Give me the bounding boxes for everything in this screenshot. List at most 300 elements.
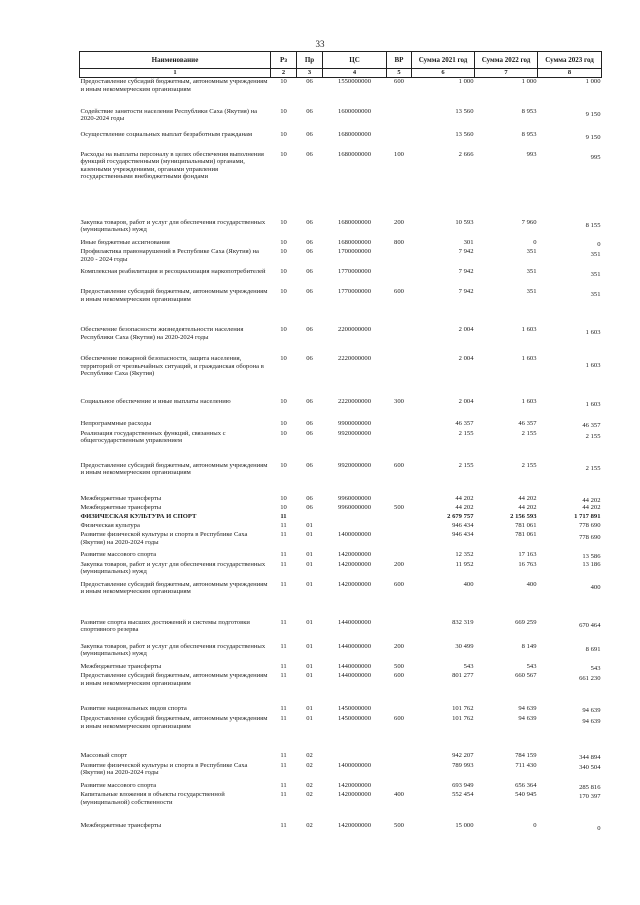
row-vr: [387, 531, 412, 551]
row-cs: 1400000000: [338, 531, 371, 539]
row-sum-2022: 8 953: [521, 130, 537, 138]
row-cs: 9960000000: [338, 504, 371, 512]
row-name: Предоставление субсидий бюджетным, автономным учреждениям и иным некоммерческим организациям: [80, 672, 268, 688]
row-vr: [387, 268, 412, 288]
row-cs: 1680000000: [338, 238, 371, 246]
row-sum-2021: 2 155: [458, 429, 474, 437]
row-vr: [387, 326, 412, 355]
row-cs: 1450000000: [338, 715, 371, 723]
row-vr: 200: [394, 560, 404, 568]
row-sum-2022: 44 202: [518, 504, 537, 512]
row-vr: 500: [394, 504, 404, 512]
row-pr: 01: [306, 551, 313, 559]
row-sum-2023: 351: [590, 271, 601, 279]
table-row: [80, 762, 602, 782]
column-number: 1: [80, 69, 271, 78]
row-sum-2021: 832 319: [452, 618, 474, 626]
row-vr: 500: [394, 662, 404, 670]
table-row: [80, 420, 602, 430]
row-sum-2022: 1 603: [521, 326, 537, 334]
row-rz: 10: [280, 78, 287, 85]
column-number: 4: [323, 69, 387, 78]
row-rz: 11: [280, 715, 287, 723]
row-sum-2021: 2 666: [458, 150, 474, 158]
row-sum-2023: 344 894: [579, 754, 601, 762]
row-name: Непрограммные расходы: [80, 420, 152, 428]
table-row: [80, 462, 602, 495]
budget-table: [79, 51, 602, 834]
row-name: Предоставление субсидий бюджетным, автономным учреждениям и иным некоммерческим организациям: [80, 715, 268, 730]
row-name: Межбюджетные трансферты: [80, 662, 162, 670]
row-rz: 11: [280, 662, 287, 670]
row-cs: 1420000000: [338, 781, 371, 789]
row-vr: 600: [394, 461, 404, 469]
row-vr: 600: [394, 715, 404, 723]
row-cs: 1400000000: [338, 761, 371, 769]
table-row: [80, 219, 602, 239]
row-sum-2021: 101 762: [452, 715, 474, 723]
row-sum-2023: 1 603: [585, 401, 601, 409]
row-rz: 10: [280, 268, 287, 276]
row-sum-2021: 1 000: [458, 78, 474, 85]
row-sum-2022: 660 567: [515, 672, 537, 680]
row-pr: 06: [306, 107, 313, 115]
table-row: [80, 239, 602, 249]
row-pr: 06: [306, 150, 313, 158]
row-vr: [387, 762, 412, 782]
row-pr: 02: [306, 752, 313, 760]
row-name: Предоставление субсидий бюджетным, автономным учреждениям и иным некоммерческим организациям: [80, 580, 268, 596]
row-pr: 06: [306, 504, 313, 512]
table-row: [80, 663, 602, 673]
row-vr: 400: [394, 791, 404, 799]
table-row: [80, 131, 602, 151]
row-name: Межбюджетные трансферты: [80, 494, 162, 502]
row-sum-2021: 30 499: [455, 642, 474, 650]
row-cs: 1700000000: [338, 248, 371, 256]
row-sum-2021: 543: [463, 662, 474, 670]
row-cs: 1680000000: [338, 130, 371, 138]
row-rz: 11: [280, 531, 287, 539]
row-pr: 06: [306, 268, 313, 276]
table-body: [80, 78, 602, 835]
table-row: [80, 248, 602, 268]
row-sum-2023: 0: [597, 825, 601, 833]
row-sum-2022: 1 000: [521, 78, 537, 85]
row-sum-2021: 552 454: [452, 791, 474, 799]
row-sum-2022: 351: [526, 268, 537, 276]
row-rz: 10: [280, 218, 287, 226]
row-name: Капитальные вложения в объекты государственной (муниципальной) собственности: [80, 791, 225, 806]
row-sum-2021: 693 949: [452, 781, 474, 789]
row-sum-2022: 17 163: [518, 551, 537, 559]
row-vr: [387, 705, 412, 715]
row-vr: 600: [394, 672, 404, 680]
row-sum-2023: 1 603: [585, 329, 601, 337]
row-sum-2022: 1 603: [521, 398, 537, 406]
row-sum-2022: 0: [533, 238, 537, 246]
row-sum-2023: 778 690: [579, 534, 601, 542]
row-sum-2023: 94 639: [582, 707, 601, 715]
row-name: Развитие национальных видов спорта: [80, 705, 187, 713]
header-sum-2021: Сумма 2021 год: [412, 52, 475, 69]
row-rz: 11: [280, 551, 287, 559]
row-sum-2021: 7 942: [458, 288, 474, 296]
row-sum-2022: 784 159: [515, 752, 537, 760]
row-pr: 06: [306, 248, 313, 256]
row-cs: 1770000000: [338, 268, 371, 276]
row-rz: 10: [280, 150, 287, 158]
row-sum-2021: 101 762: [452, 705, 474, 713]
row-vr: [387, 752, 412, 762]
row-sum-2022: 7 960: [521, 218, 537, 226]
row-name: Физическая культура: [80, 522, 140, 530]
row-cs: 1420000000: [338, 551, 371, 559]
table-row: [80, 561, 602, 581]
row-rz: 10: [280, 326, 287, 334]
row-sum-2021: 11 952: [455, 560, 474, 568]
table-row: [80, 782, 602, 792]
row-sum-2021: 789 993: [452, 761, 474, 769]
row-sum-2021: 946 434: [452, 522, 474, 530]
row-sum-2022: 44 202: [518, 494, 537, 502]
header-cs: ЦС: [323, 52, 387, 69]
row-name: Обеспечение безопасности жизнедеятельности населения Республики Саха (Якутия) на 2020-2024 годы: [80, 326, 244, 341]
row-sum-2023: 778 690: [579, 522, 601, 530]
row-cs: 2220000000: [338, 398, 371, 406]
budget-table-container: [79, 51, 601, 834]
row-rz: 10: [280, 420, 287, 428]
row-rz: 11: [280, 672, 287, 680]
row-sum-2021: 2 679 757: [447, 513, 474, 521]
row-sum-2021: 2 004: [458, 355, 474, 363]
row-sum-2023: 44 202: [582, 504, 601, 512]
row-pr: 06: [306, 288, 313, 296]
row-vr: [387, 513, 412, 522]
row-rz: 11: [280, 791, 287, 799]
table-row: [80, 581, 602, 619]
row-rz: 11: [280, 642, 287, 650]
row-name: Межбюджетные трансферты: [80, 504, 162, 512]
row-sum-2022: 543: [526, 662, 537, 670]
row-name: Закупка товаров, работ и услуг для обеспечения государственных (муниципальных) нужд: [80, 218, 266, 234]
row-sum-2021: 12 352: [455, 551, 474, 559]
row-sum-2021: 44 202: [455, 504, 474, 512]
row-name: Обеспечение пожарной безопасности, защита населения, территорий от чрезвычайных ситуаций, и гражданская оборона в Республике Саха (Якутия): [80, 355, 264, 378]
row-cs: 9900000000: [338, 420, 371, 428]
header-sum-2023: Сумма 2023 год: [538, 52, 602, 69]
row-sum-2023: 2 155: [585, 432, 601, 440]
row-name: Развитие физической культуры и спорта в Республике Саха (Якутия) на 2020-2024 годы: [80, 531, 248, 546]
row-cs: 1440000000: [338, 672, 371, 680]
row-pr: 01: [306, 531, 313, 539]
row-cs: 1420000000: [338, 822, 371, 830]
row-vr: [387, 355, 412, 398]
row-vr: 200: [394, 642, 404, 650]
row-sum-2021: 13 560: [455, 107, 474, 115]
row-sum-2022: 993: [526, 150, 537, 158]
row-cs: 1440000000: [338, 642, 371, 650]
row-sum-2022: 94 639: [518, 705, 537, 713]
row-vr: 800: [394, 238, 404, 246]
row-sum-2022: 711 430: [515, 761, 537, 769]
row-sum-2022: 400: [526, 580, 537, 588]
row-name: Предоставление субсидий бюджетным, автономным учреждениям и иным некоммерческим организациям: [80, 288, 268, 303]
row-name: Профилактика правонарушений в Республике Саха (Якутия) на 2020 - 2024 годы: [80, 248, 259, 263]
column-number: 7: [475, 69, 538, 78]
row-rz: 10: [280, 398, 287, 406]
row-sum-2022: 8 149: [521, 642, 537, 650]
row-pr: 06: [306, 238, 313, 246]
row-rz: 11: [280, 752, 287, 760]
row-pr: 01: [306, 580, 313, 588]
row-pr: 01: [306, 662, 313, 670]
column-number: 3: [297, 69, 323, 78]
header-rz: Рз: [271, 52, 297, 69]
row-cs: 1420000000: [338, 560, 371, 568]
row-sum-2023: 94 639: [582, 718, 601, 726]
row-cs: 9920000000: [338, 429, 371, 437]
header-vr: ВР: [387, 52, 412, 69]
row-sum-2022: 2 155: [521, 461, 537, 469]
row-pr: 01: [306, 672, 313, 680]
row-sum-2023: 170 397: [579, 793, 601, 801]
table-row: [80, 495, 602, 505]
row-name: Предоставление субсидий бюджетным, автономным учреждениям и иным некоммерческим организациям: [80, 461, 268, 477]
row-pr: 01: [306, 560, 313, 568]
row-sum-2023: 995: [590, 153, 601, 161]
row-sum-2022: 781 061: [515, 522, 537, 530]
row-vr: 300: [394, 398, 404, 406]
row-rz: 11: [280, 781, 287, 789]
row-cs: [323, 522, 387, 531]
row-name: Расходы на выплаты персоналу в целях обеспечения выполнения функций государственными (муниципальными) органами, казенными учреждениями, органами управления государственными внебюджетными фондами: [80, 150, 264, 181]
row-sum-2021: 2 004: [458, 398, 474, 406]
row-rz: 10: [280, 107, 287, 115]
row-vr: 600: [394, 288, 404, 296]
row-rz: 10: [280, 355, 287, 363]
row-name: Развитие массового спорта: [80, 781, 157, 789]
row-sum-2023: 46 357: [582, 422, 601, 430]
row-pr: 06: [306, 420, 313, 428]
table-row: [80, 504, 602, 513]
row-cs: 1420000000: [338, 580, 371, 588]
row-name: Комплексная реабилитация и ресоциализация наркопотребителей: [80, 268, 266, 276]
row-cs: 1680000000: [338, 150, 371, 158]
row-sum-2023: 9 150: [585, 133, 601, 141]
table-row: [80, 531, 602, 551]
row-name: Содействие занятости населения Республики Саха (Якутия) на 2020-2024 годы: [80, 107, 258, 123]
row-name: Иные бюджетные ассигнования: [80, 238, 170, 246]
row-cs: 9960000000: [338, 494, 371, 502]
row-pr: 01: [306, 705, 313, 713]
row-rz: 11: [280, 705, 287, 713]
table-row: [80, 78, 602, 108]
row-sum-2021: 13 560: [455, 130, 474, 138]
row-pr: 02: [306, 761, 313, 769]
row-sum-2022: 1 603: [521, 355, 537, 363]
column-number: 2: [271, 69, 297, 78]
row-name: ФИЗИЧЕСКАЯ КУЛЬТУРА И СПОРТ: [80, 513, 197, 521]
row-rz: 10: [280, 130, 287, 138]
row-sum-2021: 400: [463, 580, 474, 588]
row-cs: 9920000000: [338, 461, 371, 469]
table-row: [80, 430, 602, 462]
row-sum-2023: 0: [597, 240, 601, 248]
row-sum-2022: 16 763: [518, 560, 537, 568]
row-cs: 1420000000: [338, 791, 371, 799]
row-sum-2023: 351: [590, 251, 601, 259]
table-row: [80, 643, 602, 663]
table-row: [80, 288, 602, 326]
row-pr: 06: [306, 326, 313, 334]
table-row: [80, 715, 602, 752]
row-cs: 1450000000: [338, 705, 371, 713]
row-name: Осуществление социальных выплат безработным гражданам: [80, 130, 253, 138]
header-name: Наименование: [80, 52, 271, 69]
row-pr: 02: [306, 791, 313, 799]
row-vr: [387, 782, 412, 792]
table-row: [80, 791, 602, 822]
row-rz: 11: [280, 822, 287, 830]
row-vr: 600: [394, 580, 404, 588]
page-number: 33: [315, 39, 325, 49]
row-rz: 10: [280, 248, 287, 256]
table-row: [80, 326, 602, 355]
row-sum-2023: 1 603: [585, 362, 601, 370]
table-row: [80, 522, 602, 531]
row-sum-2023: 340 504: [579, 763, 601, 771]
table-row: [80, 513, 602, 522]
table-row: [80, 705, 602, 715]
header-pr: Пр: [297, 52, 323, 69]
row-name: Закупка товаров, работ и услуг для обеспечения государственных (муниципальных) нужд: [80, 560, 266, 576]
row-name: Закупка товаров, работ и услуг для обеспечения государственных (муниципальных) нужд: [80, 642, 266, 658]
row-vr: 100: [394, 150, 404, 158]
row-name: Развитие спорта высших достижений и системы подготовки спортивного резерва: [80, 618, 250, 634]
row-pr: 01: [306, 618, 313, 626]
row-cs: [323, 513, 387, 522]
row-rz: 11: [280, 522, 287, 530]
row-sum-2021: 946 434: [452, 531, 474, 539]
row-sum-2022: 2 155: [521, 429, 537, 437]
row-name: Социальное обеспечение и иные выплаты населению: [80, 398, 231, 406]
row-name: Развитие физической культуры и спорта в Республике Саха (Якутия) на 2020-2024 годы: [80, 761, 248, 777]
row-pr: 06: [306, 355, 313, 363]
row-pr: 06: [306, 398, 313, 406]
row-vr: [387, 131, 412, 151]
row-cs: 2200000000: [338, 326, 371, 334]
row-sum-2023: 8 691: [585, 645, 601, 653]
header-sum-2022: Сумма 2022 год: [475, 52, 538, 69]
column-number: 8: [538, 69, 602, 78]
row-vr: [387, 108, 412, 131]
table-row: [80, 672, 602, 705]
row-sum-2022: 781 061: [515, 531, 537, 539]
row-sum-2023: 285 816: [579, 783, 601, 791]
row-sum-2021: 46 357: [455, 420, 474, 428]
row-rz: 10: [280, 494, 287, 502]
column-number: 5: [387, 69, 412, 78]
row-rz: 10: [280, 504, 287, 512]
row-vr: [387, 495, 412, 505]
row-pr: 02: [306, 781, 313, 789]
header-row: [80, 52, 602, 69]
row-sum-2023: 44 202: [582, 496, 601, 504]
row-pr: [297, 513, 323, 522]
row-cs: 1680000000: [338, 218, 371, 226]
row-sum-2022: 669 259: [515, 618, 537, 626]
row-rz: 10: [280, 461, 287, 469]
row-rz: 11: [280, 618, 287, 626]
row-vr: [387, 551, 412, 561]
row-sum-2023: 13 186: [582, 560, 601, 568]
row-vr: 200: [394, 218, 404, 226]
row-pr: 01: [306, 522, 313, 530]
row-sum-2023: 400: [590, 583, 601, 591]
row-sum-2022: 94 639: [518, 715, 537, 723]
row-rz: 11: [280, 761, 287, 769]
row-sum-2023: 543: [590, 664, 601, 672]
row-sum-2021: 801 277: [452, 672, 474, 680]
row-name: Массовый спорт: [80, 752, 128, 760]
row-rz: 10: [280, 238, 287, 246]
row-sum-2021: 10 593: [455, 218, 474, 226]
row-sum-2022: 2 156 593: [510, 513, 537, 521]
row-sum-2022: 0: [533, 822, 537, 830]
row-cs: [323, 752, 387, 762]
row-sum-2021: 7 942: [458, 268, 474, 276]
table-row: [80, 151, 602, 219]
row-sum-2022: 656 364: [515, 781, 537, 789]
table-header: [80, 52, 602, 78]
row-cs: 1550000000: [338, 78, 371, 85]
row-sum-2022: 46 357: [518, 420, 537, 428]
row-sum-2023: 2 155: [585, 464, 601, 472]
row-pr: 06: [306, 78, 313, 85]
row-sum-2021: 2 004: [458, 326, 474, 334]
row-vr: [387, 619, 412, 643]
row-sum-2022: 351: [526, 288, 537, 296]
row-pr: 06: [306, 130, 313, 138]
row-rz: 11: [280, 560, 287, 568]
row-name: Развитие массового спорта: [80, 551, 157, 559]
row-pr: 01: [306, 642, 313, 650]
row-pr: 02: [306, 822, 313, 830]
row-pr: 01: [306, 715, 313, 723]
table-row: [80, 398, 602, 420]
row-sum-2023: 351: [590, 291, 601, 299]
column-number-row: [80, 69, 602, 78]
row-sum-2021: 2 155: [458, 461, 474, 469]
row-rz: 10: [280, 288, 287, 296]
row-sum-2023: 670 464: [579, 621, 601, 629]
table-row: [80, 619, 602, 643]
row-cs: 1440000000: [338, 618, 371, 626]
row-sum-2023: 1 717 891: [574, 513, 601, 521]
row-sum-2023: 1 000: [585, 78, 601, 85]
row-vr: [387, 430, 412, 462]
row-vr: 500: [394, 822, 404, 830]
row-name: Межбюджетные трансферты: [80, 822, 162, 830]
row-pr: 06: [306, 218, 313, 226]
row-sum-2021: 301: [463, 238, 474, 246]
column-number: 6: [412, 69, 475, 78]
row-vr: 600: [394, 78, 404, 85]
row-rz: 11: [280, 580, 287, 588]
row-vr: [387, 522, 412, 531]
row-cs: 1770000000: [338, 288, 371, 296]
